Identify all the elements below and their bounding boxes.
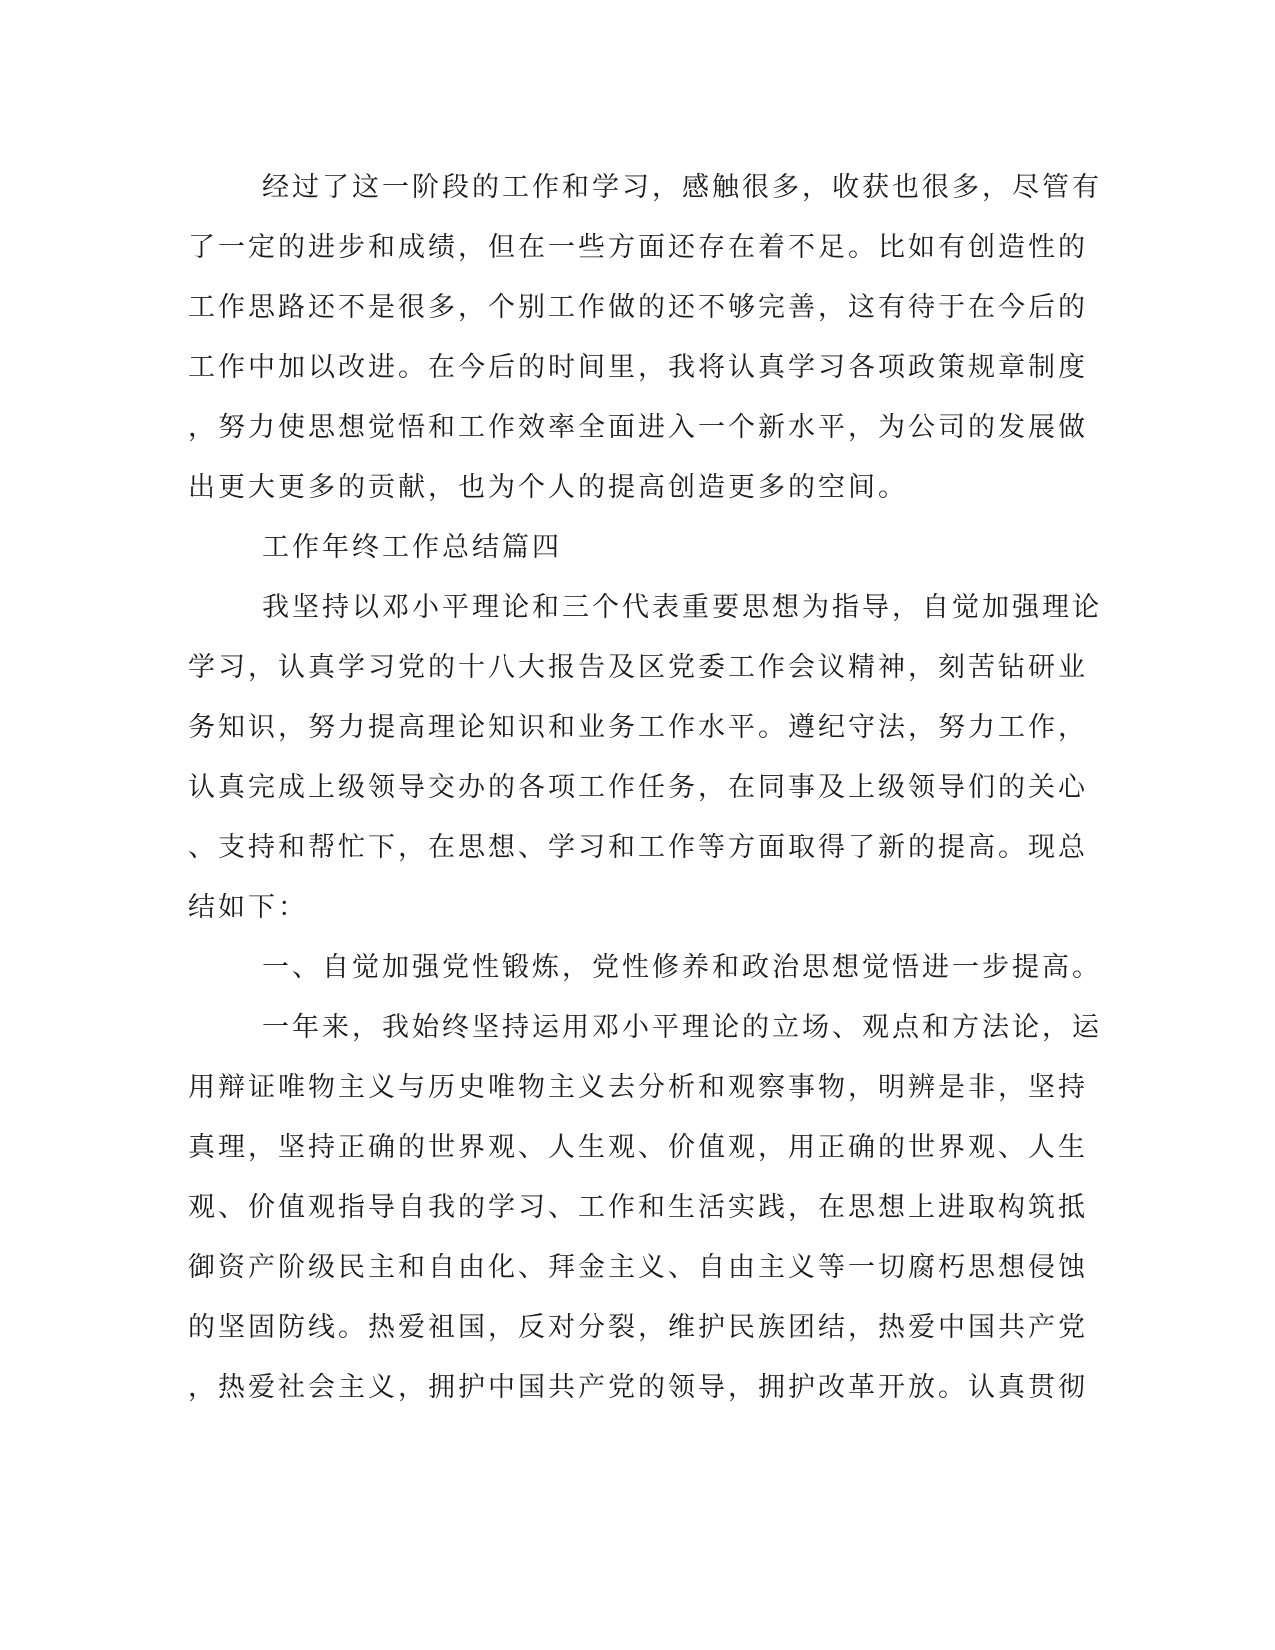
document-body <box>188 158 1102 1418</box>
subsection-heading: 一、自觉加强党性锻炼，党性修养和政治思想觉悟进一步提高。 <box>262 952 1102 983</box>
text-line: 经过了这一阶段的工作和学习，感触很多，收获也很多，尽管有 <box>262 172 1102 203</box>
text-line: 、支持和帮忙下，在思想、学习和工作等方面取得了新的提高。现总 <box>188 832 1088 863</box>
section-heading: 工作年终工作总结篇四 <box>262 532 562 563</box>
text-line: 认真完成上级领导交办的各项工作任务，在同事及上级领导们的关心 <box>188 772 1088 803</box>
text-line: 工作中加以改进。在今后的时间里，我将认真学习各项政策规章制度 <box>188 352 1088 383</box>
text-line: 工作思路还不是很多，个别工作做的还不够完善，这有待于在今后的 <box>188 292 1088 323</box>
text-line: 学习，认真学习党的十八大报告及区党委工作会议精神，刻苦钻研业 <box>188 652 1088 683</box>
text-line: 了一定的进步和成绩，但在一些方面还存在着不足。比如有创造性的 <box>188 232 1088 263</box>
text-line: ，热爱社会主义，拥护中国共产党的领导，拥护改革开放。认真贯彻 <box>188 1372 1088 1403</box>
text-line: 真理，坚持正确的世界观、人生观、价值观，用正确的世界观、人生 <box>188 1132 1088 1163</box>
text-line: 我坚持以邓小平理论和三个代表重要思想为指导，自觉加强理论 <box>262 592 1102 623</box>
text-line: 出更大更多的贡献，也为个人的提高创造更多的空间。 <box>188 472 908 503</box>
text-line: 观、价值观指导自我的学习、工作和生活实践，在思想上进取构筑抵 <box>188 1192 1088 1223</box>
text-line: 一年来，我始终坚持运用邓小平理论的立场、观点和方法论，运 <box>262 1012 1102 1043</box>
text-line: 的坚固防线。热爱祖国，反对分裂，维护民族团结，热爱中国共产党 <box>188 1312 1088 1343</box>
text-line: 结如下： <box>188 892 308 923</box>
text-line: ，努力使思想觉悟和工作效率全面进入一个新水平，为公司的发展做 <box>188 412 1088 443</box>
text-line: 务知识，努力提高理论知识和业务工作水平。遵纪守法，努力工作， <box>188 712 1088 743</box>
text-line: 用辩证唯物主义与历史唯物主义去分析和观察事物，明辨是非，坚持 <box>188 1072 1088 1103</box>
text-line: 御资产阶级民主和自由化、拜金主义、自由主义等一切腐朽思想侵蚀 <box>188 1252 1088 1283</box>
